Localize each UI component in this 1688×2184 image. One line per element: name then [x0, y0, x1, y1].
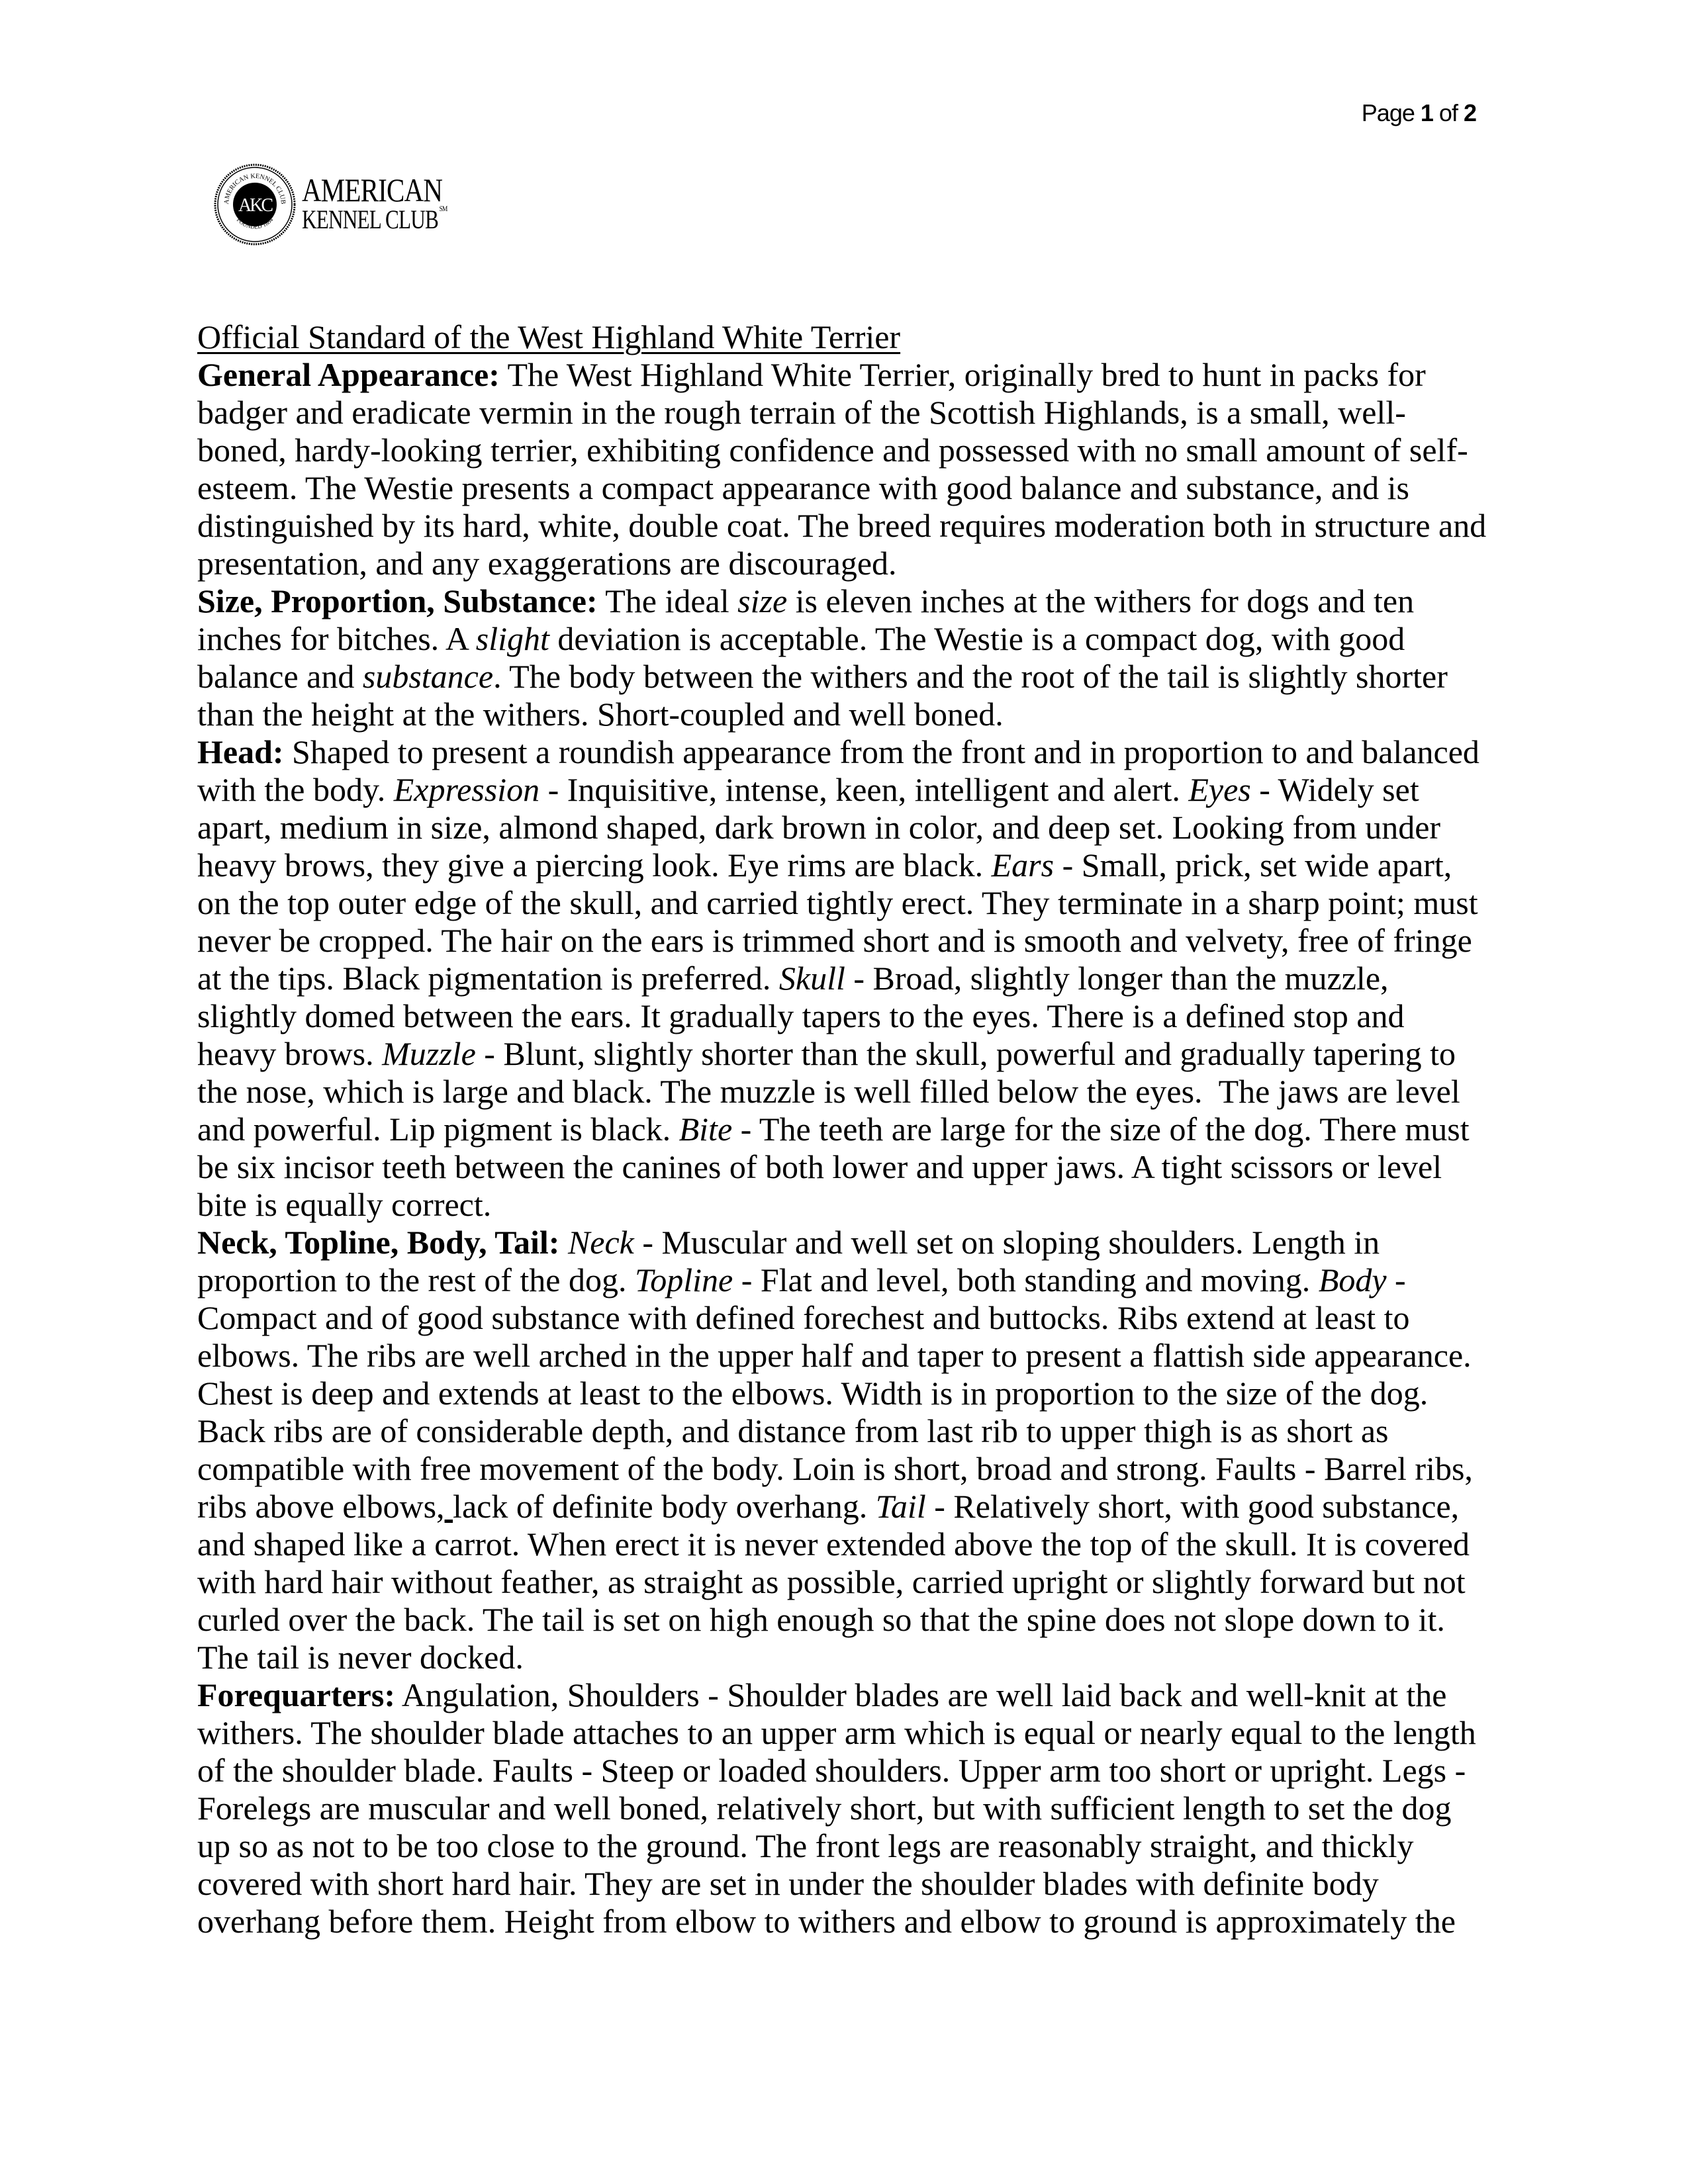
subsection-term: Bite — [679, 1111, 733, 1148]
text-segment: presentation, and any exaggerations are discouraged. — [197, 545, 897, 582]
section-heading: Head: — [197, 733, 284, 770]
text-line — [197, 1714, 1495, 1752]
logo-american: AMERICAN — [302, 171, 443, 208]
page-current: 1 — [1420, 99, 1433, 126]
text-line — [197, 1903, 1495, 1940]
text-segment: deviation is acceptable. The Westie is a compact dog, with good — [549, 620, 1405, 657]
text-segment: curled over the back. The tail is set on high enough so that the spine does not slope down to it. — [197, 1601, 1445, 1638]
text-segment: heavy brows, they give a piercing look. Eye rims are black. — [197, 846, 992, 884]
text-segment — [445, 1488, 453, 1525]
page-of: of — [1438, 99, 1458, 126]
text-segment: be six incisor teeth between the canines of both lower and upper jaws. A tight scissors or level — [197, 1148, 1442, 1185]
text-segment: ribs above elbows, — [197, 1488, 445, 1525]
text-line — [197, 1148, 1495, 1186]
text-segment: with hard hair without feather, as straight as possible, carried upright or slightly forward but not — [197, 1563, 1466, 1600]
text-segment: and shaped like a carrot. When erect it is never extended above the top of the skull. It is covered — [197, 1525, 1470, 1563]
text-segment: The ideal — [597, 582, 738, 619]
text-segment: with the body. — [197, 771, 394, 808]
subsection-term: Expression — [393, 771, 540, 808]
text-line — [197, 922, 1495, 960]
page-prefix: Page — [1361, 99, 1415, 126]
text-line — [197, 771, 1495, 809]
text-segment: of the shoulder blade. Faults - Steep or loaded shoulders. Upper arm too short or upright. Legs - — [197, 1752, 1466, 1789]
text-segment: and powerful. Lip pigment is black. — [197, 1111, 679, 1148]
text-segment: Angulation, Shoulders - Shoulder blades are well laid back and well-knit at the — [395, 1676, 1447, 1713]
text-segment: is eleven inches at the withers for dogs and ten — [787, 582, 1415, 619]
text-segment: Back ribs are of considerable depth, and distance from last rib to upper thigh is as short as — [197, 1412, 1389, 1449]
subsection-term: substance — [362, 658, 494, 695]
text-line — [197, 1639, 1495, 1676]
text-segment: - Broad, slightly longer than the muzzle, — [845, 960, 1389, 997]
text-segment: never be cropped. The hair on the ears is trimmed short and is smooth and velvety, free of fringe — [197, 922, 1472, 959]
subsection-term: Eyes — [1188, 771, 1251, 808]
document-body — [197, 356, 1495, 1940]
text-line — [197, 1337, 1495, 1375]
text-segment: Forelegs are muscular and well boned, relatively short, but with sufficient length to set the dog — [197, 1790, 1452, 1827]
section-heading: Size, Proportion, Substance: — [197, 582, 598, 619]
text-line — [197, 960, 1495, 997]
text-segment: heavy brows. — [197, 1035, 383, 1072]
text-segment: distinguished by its hard, white, double coat. The breed requires moderation both in structure and — [197, 507, 1487, 544]
akc-seal-icon — [213, 163, 297, 246]
text-line — [197, 1752, 1495, 1790]
text-segment: . The body between the withers and the root of the tail is slightly shorter — [493, 658, 1448, 695]
text-line — [197, 394, 1495, 432]
text-segment: - — [1386, 1261, 1406, 1298]
subsection-term: slight — [475, 620, 549, 657]
logo-kennel-club-text: KENNEL CLUB — [302, 205, 439, 234]
service-mark: SM — [439, 204, 447, 213]
text-segment: the nose, which is large and black. The muzzle is well filled below the eyes. The jaws are level — [197, 1073, 1460, 1110]
text-segment: withers. The shoulder blade attaches to an upper arm which is equal or nearly equal to the length — [197, 1714, 1476, 1751]
text-line — [197, 1601, 1495, 1639]
text-segment: - Widely set — [1250, 771, 1419, 808]
text-line — [197, 1488, 1495, 1525]
text-segment: - The teeth are large for the size of the dog. There must — [732, 1111, 1470, 1148]
subsection-term: Skull — [778, 960, 845, 997]
text-line — [197, 1111, 1495, 1148]
text-line — [197, 1299, 1495, 1337]
text-segment: The tail is never docked. — [197, 1639, 524, 1676]
text-segment — [559, 1224, 568, 1261]
text-line — [197, 1827, 1495, 1865]
text-segment: Compact and of good substance with defined forechest and buttocks. Ribs extend at least to — [197, 1299, 1410, 1336]
text-line — [197, 1073, 1495, 1111]
text-line — [197, 1525, 1495, 1563]
text-segment: slightly domed between the ears. It gradually tapers to the eyes. There is a defined stop and — [197, 997, 1405, 1034]
text-segment: overhang before them. Height from elbow to withers and elbow to ground is approximately the — [197, 1903, 1456, 1940]
text-segment: apart, medium in size, almond shaped, dark brown in color, and deep set. Looking from under — [197, 809, 1441, 846]
subsection-term: Topline — [635, 1261, 733, 1298]
text-line — [197, 1412, 1495, 1450]
text-line — [197, 1375, 1495, 1412]
text-segment: proportion to the rest of the dog. — [197, 1261, 635, 1298]
text-line — [197, 1261, 1495, 1299]
text-line — [197, 1790, 1495, 1827]
text-segment: compatible with free movement of the body. Loin is short, broad and strong. Faults - Barrel ribs, — [197, 1450, 1473, 1487]
subsection-term: Ears — [991, 846, 1055, 884]
text-segment: covered with short hard hair. They are set in under the shoulder blades with definite body — [197, 1865, 1379, 1902]
text-segment: Shaped to present a roundish appearance from the front and in proportion to and balanced — [283, 733, 1479, 770]
text-line — [197, 1450, 1495, 1488]
section-heading: General Appearance: — [197, 356, 500, 393]
text-line — [197, 846, 1495, 884]
text-segment: balance and — [197, 658, 363, 695]
standard-document — [197, 318, 1495, 1940]
text-line — [197, 1676, 1495, 1714]
text-segment: bite is equally correct. — [197, 1186, 492, 1223]
logo-kennel-club — [302, 204, 447, 235]
text-segment: badger and eradicate vermin in the rough terrain of the Scottish Highlands, is a small, well- — [197, 394, 1406, 431]
text-line — [197, 545, 1495, 582]
text-line — [197, 356, 1495, 394]
text-line — [197, 1563, 1495, 1601]
text-segment: - Relatively short, with good substance, — [925, 1488, 1460, 1525]
subsection-term: Neck — [567, 1224, 634, 1261]
text-line — [197, 733, 1495, 771]
text-segment: boned, hardy-looking terrier, exhibiting confidence and possessed with no small amount of self- — [197, 432, 1468, 469]
text-line — [197, 507, 1495, 545]
text-line — [197, 696, 1495, 733]
text-segment: Chest is deep and extends at least to the elbows. Width is in proportion to the size of the dog. — [197, 1375, 1429, 1412]
text-line — [197, 884, 1495, 922]
svg-text:AKC: AKC — [238, 195, 272, 216]
akc-logo — [213, 163, 531, 249]
text-segment: esteem. The Westie presents a compact appearance with good balance and substance, and is — [197, 469, 1409, 506]
text-segment: up so as not to be too close to the ground. The front legs are reasonably straight, and thickly — [197, 1827, 1414, 1864]
page-number — [1337, 99, 1476, 127]
text-segment: lack of definite body overhang. — [453, 1488, 876, 1525]
section-heading: Forequarters: — [197, 1676, 395, 1713]
subsection-term: size — [737, 582, 788, 619]
text-line — [197, 469, 1495, 507]
text-segment: than the height at the withers. Short-coupled and well boned. — [197, 696, 1004, 733]
text-line — [197, 1865, 1495, 1903]
subsection-term: Body — [1318, 1261, 1387, 1298]
text-line — [197, 582, 1495, 620]
subsection-term: Tail — [875, 1488, 926, 1525]
text-segment: at the tips. Black pigmentation is preferred. — [197, 960, 779, 997]
svg-text:FOUNDED 1884: FOUNDED 1884 — [235, 216, 275, 230]
text-segment: - Blunt, slightly shorter than the skull, powerful and gradually tapering to — [475, 1035, 1456, 1072]
text-segment: - Flat and level, both standing and moving. — [733, 1261, 1319, 1298]
text-segment: - Inquisitive, intense, keen, intelligent and alert. — [539, 771, 1189, 808]
text-segment: on the top outer edge of the skull, and carried tightly erect. They terminate in a sharp point; must — [197, 884, 1478, 921]
text-line — [197, 620, 1495, 658]
text-segment: The West Highland White Terrier, originally bred to hunt in packs for — [499, 356, 1426, 393]
document-title: Official Standard of the West Highland White Terrier — [197, 318, 901, 355]
page-total: 2 — [1463, 99, 1476, 126]
text-segment: - Small, prick, set wide apart, — [1054, 846, 1452, 884]
text-segment: inches for bitches. A — [197, 620, 476, 657]
text-segment: elbows. The ribs are well arched in the upper half and taper to present a flattish side appearance. — [197, 1337, 1472, 1374]
text-line — [197, 1035, 1495, 1073]
text-line — [197, 1224, 1495, 1261]
text-line — [197, 809, 1495, 846]
text-segment: - Muscular and well set on sloping shoulders. Length in — [633, 1224, 1380, 1261]
text-line — [197, 658, 1495, 696]
text-line — [197, 1186, 1495, 1224]
text-line — [197, 432, 1495, 469]
text-line — [197, 997, 1495, 1035]
svg-text:AMERICAN KENNEL CLUB: AMERICAN KENNEL CLUB — [222, 172, 287, 205]
subsection-term: Muzzle — [382, 1035, 476, 1072]
section-heading: Neck, Topline, Body, Tail: — [197, 1224, 560, 1261]
